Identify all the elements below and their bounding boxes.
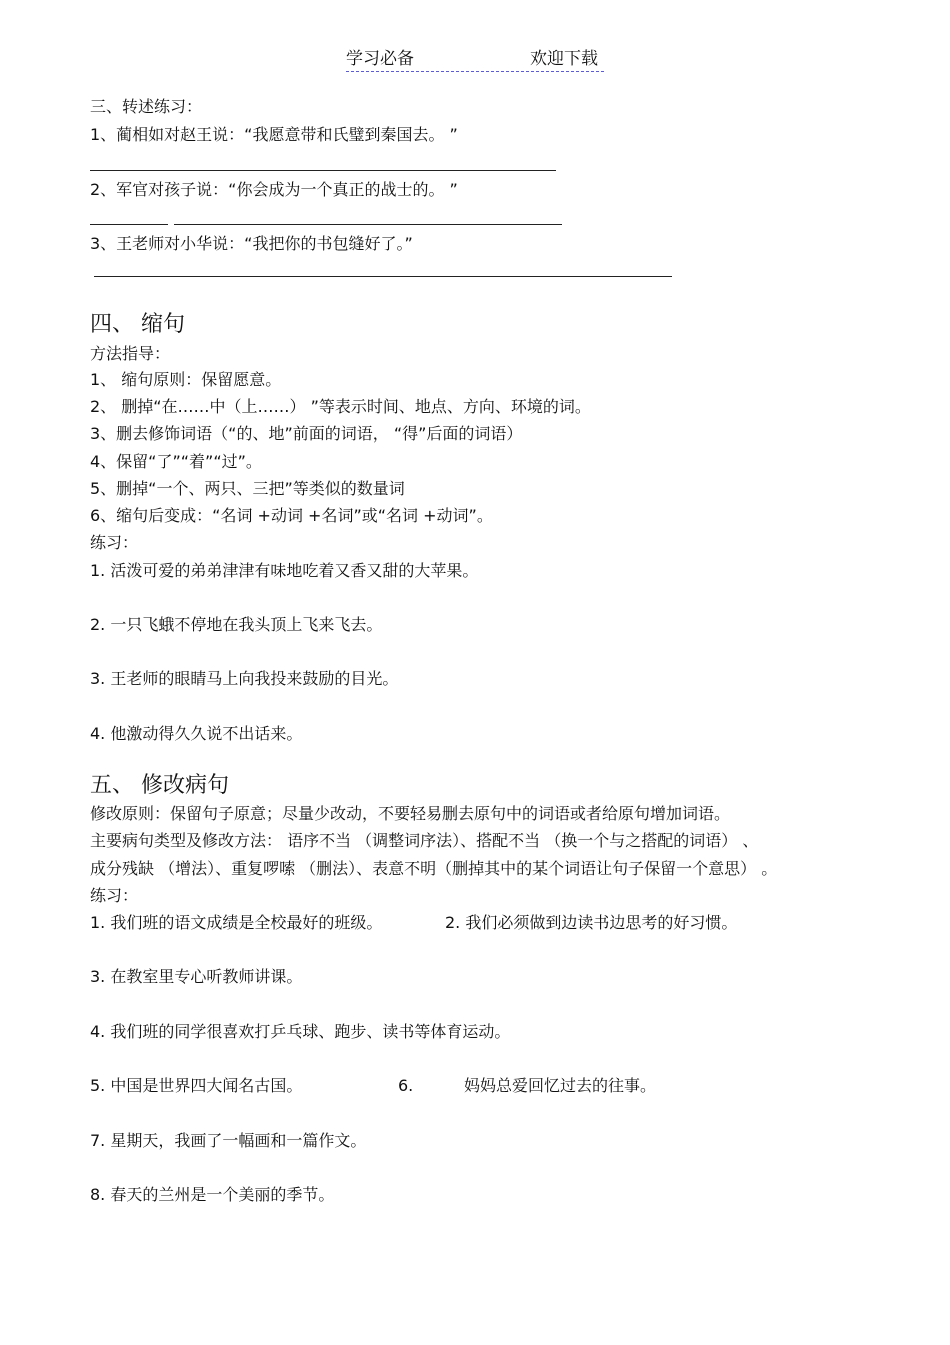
section5-principle: 修改原则：保留句子原意；尽量少改动，不要轻易删去原句中的词语或者给原句增加词语。 [90,804,731,823]
answer-line-1 [90,170,556,171]
section5-exercise-7: 7. 星期天，我画了一幅画和一篇作文。 [90,1131,367,1150]
section5-exercise-2: 2. 我们必须做到边读书边思考的好习惯。 [445,913,738,932]
section4-rule-3: 3、删去修饰词语（“的、地”前面的词语， “得”后面的词语） [90,424,523,443]
section5-exercise-8: 8. 春天的兰州是一个美丽的季节。 [90,1185,335,1204]
answer-line-2a [90,224,168,225]
section4-guide-label: 方法指导： [90,344,171,363]
section4-rule-5: 5、删掉“一个、两只、三把”等类似的数量词 [90,479,405,498]
section5-exercise-3: 3. 在教室里专心听教师讲课。 [90,967,303,986]
section3-item-3: 3、王老师对小华说：“我把你的书包缝好了。” [90,234,413,253]
header-left: 学习必备 [346,49,414,69]
section4-rule-2: 2、 删掉“在……中（上……） ”等表示时间、地点、方向、环境的词。 [90,397,591,416]
section4-practice-label: 练习： [90,533,139,552]
section4-exercise-3: 3. 王老师的眼睛马上向我投来鼓励的目光。 [90,669,399,688]
header-underline [346,71,604,72]
section5-exercise-5: 5. 中国是世界四大闻名古国。 [90,1076,303,1095]
section4-rule-1: 1、 缩句原则：保留愿意。 [90,370,282,389]
section5-exercise-6-number: 6. [398,1076,414,1095]
section5-types-line-2: 成分残缺 （增法）、重复啰嗦 （删法）、表意不明（删掉其中的某个词语让句子保留一个意思） 。 [90,859,778,878]
section4-exercise-4: 4. 他激动得久久说不出话来。 [90,724,303,743]
section4-exercise-2: 2. 一只飞蛾不停地在我头顶上飞来飞去。 [90,615,383,634]
section4-rule-6: 6、缩句后变成：“名词 +动词 +名词”或“名词 +动词”。 [90,506,493,525]
section5-exercise-6-text: 妈妈总爱回忆过去的往事。 [464,1076,657,1095]
section5-types-line-1: 主要病句类型及修改方法： 语序不当 （调整词序法）、搭配不当 （换一个与之搭配的词语） 、 [90,831,759,850]
section5-exercise-4: 4. 我们班的同学很喜欢打乒乓球、跑步、读书等体育运动。 [90,1022,511,1041]
section3-item-1: 1、蔺相如对赵王说：“我愿意带和氏璧到秦国去。 ” [90,125,458,144]
answer-line-3 [94,276,672,277]
section4-exercise-1: 1. 活泼可爱的弟弟津津有味地吃着又香又甜的大苹果。 [90,561,479,580]
section5-title: 五、 修改病句 [90,773,229,798]
section3-item-2: 2、军官对孩子说：“你会成为一个真正的战士的。 ” [90,180,458,199]
section4-title: 四、 缩句 [90,312,185,337]
answer-line-2b [174,224,562,225]
section4-rule-4: 4、保留“了”“着”“过”。 [90,452,262,471]
section5-exercise-1: 1. 我们班的语文成绩是全校最好的班级。 [90,913,383,932]
section5-practice-label: 练习： [90,886,139,905]
header-right: 欢迎下载 [530,49,598,69]
section3-title: 三、转述练习： [90,97,203,116]
